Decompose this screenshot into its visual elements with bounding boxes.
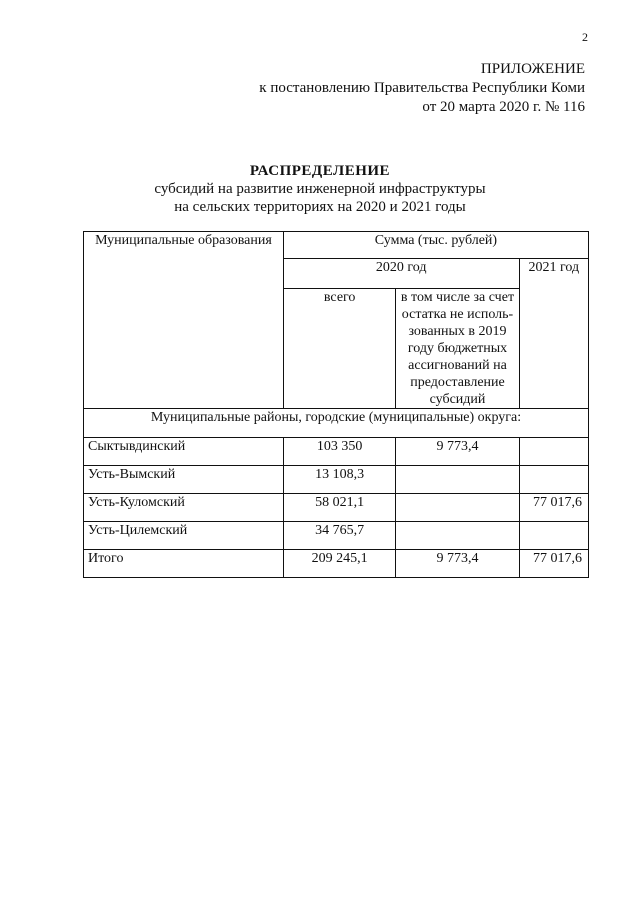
section-heading: Муниципальные районы, городские (муниципальные) округа: <box>84 409 589 438</box>
title-line-1: субсидий на развитие инженерной инфраструктуры <box>154 181 486 197</box>
header-municipalities: Муниципальные образования <box>84 232 284 409</box>
table-row <box>84 494 589 522</box>
appendix-block <box>259 60 585 117</box>
row-total: 209 245,1 <box>283 550 396 578</box>
header-total: всего <box>283 289 396 409</box>
row-name: Усть-Цилемский <box>84 522 284 550</box>
row-total: 34 765,7 <box>283 522 396 550</box>
header-year-2021: 2021 год <box>519 259 588 409</box>
row-name: Итого <box>84 550 284 578</box>
row-including <box>396 494 519 522</box>
row-including <box>396 466 519 494</box>
appendix-date: от 20 марта 2020 г. № 116 <box>422 99 585 115</box>
row-total: 13 108,3 <box>283 466 396 494</box>
table-row <box>84 522 589 550</box>
row-total: 103 350 <box>283 438 396 466</box>
row-2021 <box>519 438 588 466</box>
row-name: Усть-Вымский <box>84 466 284 494</box>
row-including: 9 773,4 <box>396 438 519 466</box>
appendix-resolution: к постановлению Правительства Республики Коми <box>259 80 585 96</box>
header-including: в том числе за счет остатка не исполь-зованных в 2019 году бюджетных ассигнований на предоставление субсидий <box>396 289 519 409</box>
page-number: 2 <box>582 30 588 44</box>
title-line-2: на сельских территориях на 2020 и 2021 годы <box>174 199 466 215</box>
row-2021 <box>519 522 588 550</box>
row-including: 9 773,4 <box>396 550 519 578</box>
title-heading: РАСПРЕДЕЛЕНИЕ <box>249 163 391 179</box>
distribution-table <box>83 231 589 578</box>
appendix-label: ПРИЛОЖЕНИЕ <box>480 61 585 77</box>
row-2021: 77 017,6 <box>519 550 588 578</box>
document-title <box>0 162 640 216</box>
header-year-2020: 2020 год <box>283 259 519 289</box>
header-sum: Сумма (тыс. рублей) <box>283 232 588 259</box>
table-row-total <box>84 550 589 578</box>
row-including <box>396 522 519 550</box>
row-2021 <box>519 466 588 494</box>
table-row <box>84 466 589 494</box>
table-row <box>84 438 589 466</box>
row-name: Сыктывдинский <box>84 438 284 466</box>
row-2021: 77 017,6 <box>519 494 588 522</box>
row-total: 58 021,1 <box>283 494 396 522</box>
row-name: Усть-Куломский <box>84 494 284 522</box>
